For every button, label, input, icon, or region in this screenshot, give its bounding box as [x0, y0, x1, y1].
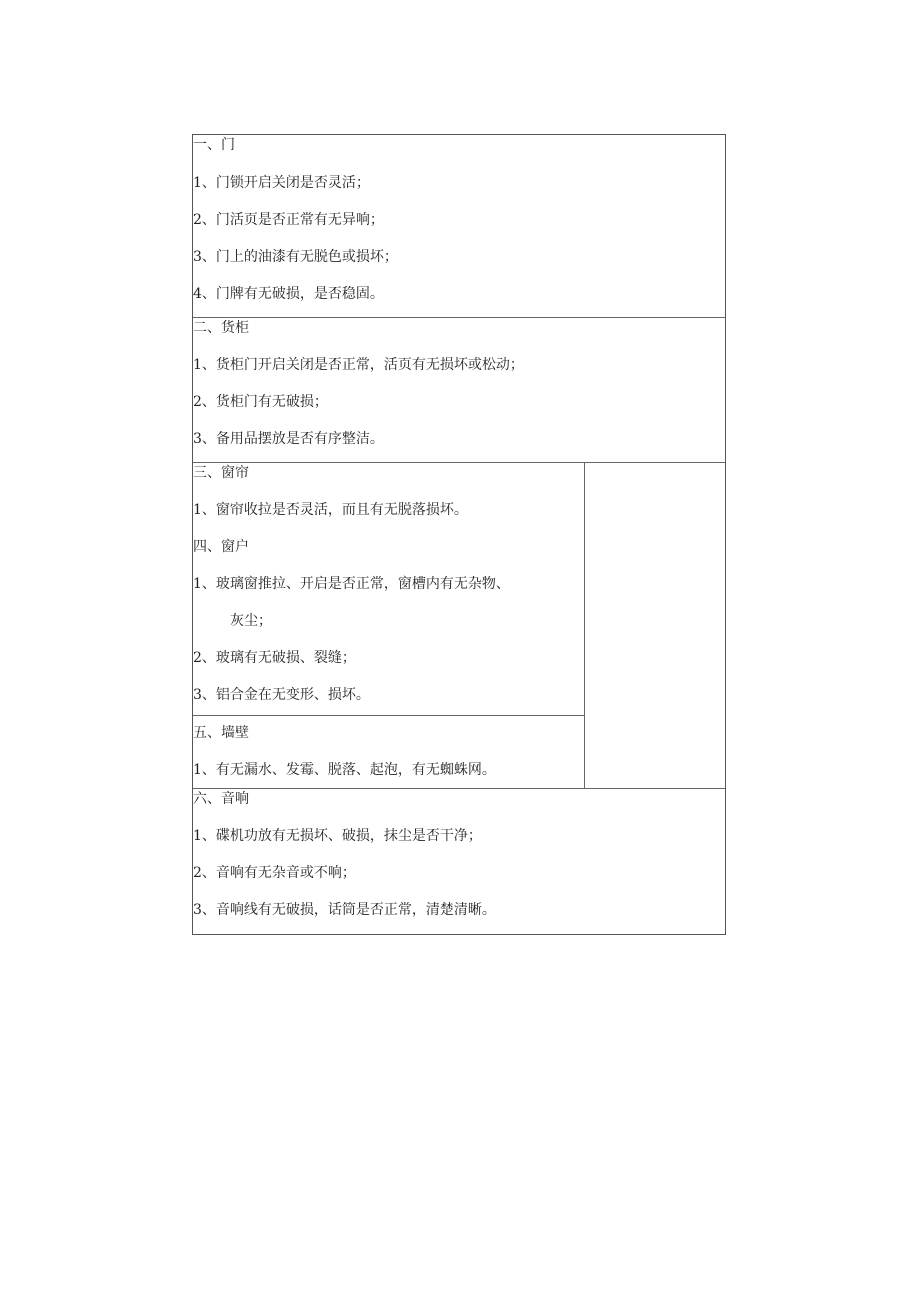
- section-title-cabinet: 二、货柜: [193, 320, 249, 336]
- checklist-item: 1、有无漏水、发霉、脱落、起泡，有无蜘蛛网。: [193, 762, 496, 778]
- checklist-item-continued: 灰尘；: [230, 613, 272, 629]
- checklist-item: 1、碟机功放有无损坏、破损，抹尘是否干净；: [193, 828, 482, 844]
- checklist-item: 3、备用品摆放是否有序整洁。: [193, 431, 384, 447]
- checklist-item: 3、音响线有无破损，话筒是否正常，清楚清晰。: [193, 902, 496, 918]
- checklist-item: 3、门上的油漆有无脱色或损坏；: [193, 249, 398, 265]
- checklist-item: 1、玻璃窗推拉、开启是否正常，窗槽内有无杂物、: [193, 576, 510, 592]
- section-title-wall: 五、墙壁: [193, 725, 249, 741]
- section-audio: [193, 788, 725, 934]
- checklist-item: 2、玻璃有无破损、裂缝；: [193, 650, 356, 666]
- section-title-curtain: 三、窗帘: [193, 465, 249, 481]
- empty-notes-cell: [585, 463, 725, 788]
- section-wall: [193, 715, 584, 788]
- checklist-item: 2、货柜门有无破损；: [193, 394, 328, 410]
- section-title-door: 一、门: [193, 137, 235, 153]
- section-cabinet: [193, 317, 725, 462]
- checklist-item: 1、货柜门开启关闭是否正常，活页有无损坏或松动；: [193, 357, 524, 373]
- checklist-item: 3、铝合金在无变形、损坏。: [193, 687, 370, 703]
- checklist-item: 4、门牌有无破损，是否稳固。: [193, 286, 384, 302]
- checklist-item: 2、门活页是否正常有无异响；: [193, 212, 384, 228]
- checklist-item: 1、门锁开启关闭是否灵活；: [193, 175, 370, 191]
- section-curtain-window: [193, 462, 584, 715]
- checklist-item: 1、窗帘收拉是否灵活，而且有无脱落损坏。: [193, 502, 468, 518]
- section-door: [193, 135, 725, 317]
- section-title-window: 四、窗户: [193, 539, 249, 555]
- checklist-item: 2、音响有无杂音或不响；: [193, 865, 356, 881]
- section-title-audio: 六、音响: [193, 791, 249, 807]
- checklist-table: [192, 134, 726, 935]
